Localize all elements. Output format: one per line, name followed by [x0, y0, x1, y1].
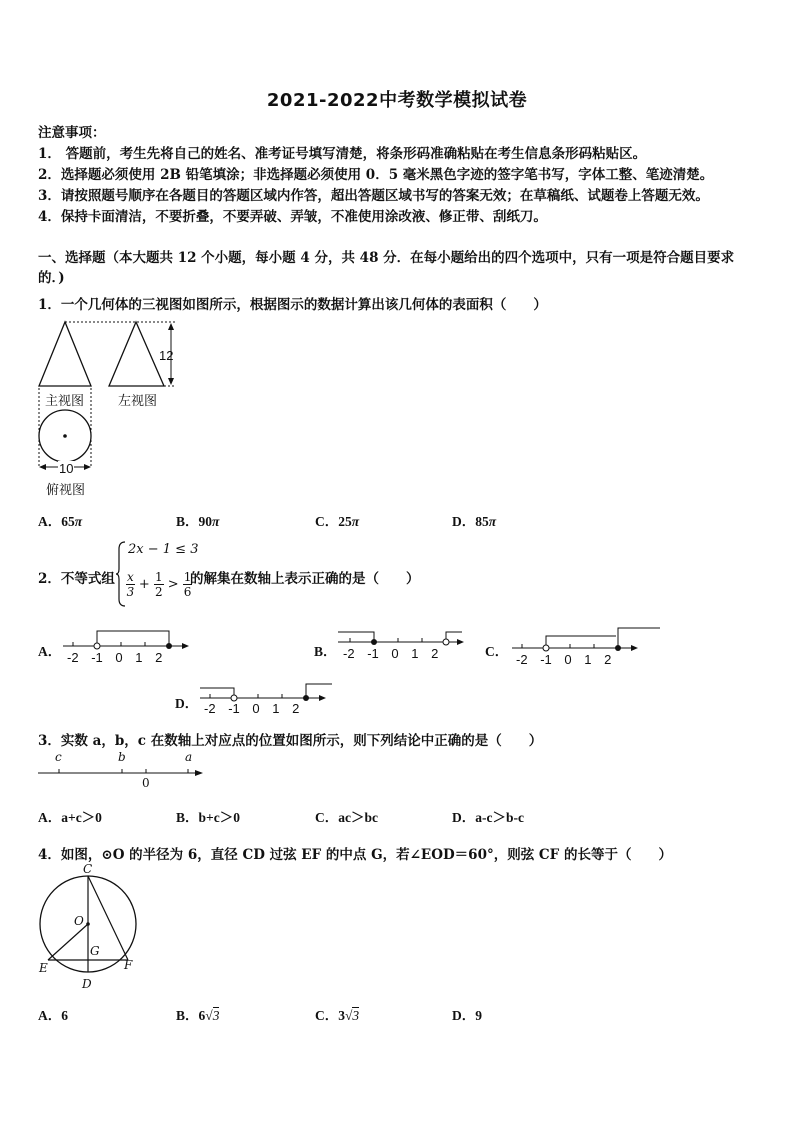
height-label: 12: [159, 348, 174, 363]
page-title: 2021-2022中考数学模拟试卷: [266, 90, 528, 111]
center-dot: [63, 434, 67, 438]
notice-item-3: 3．请按照题号顺序在各题目的答题区域内作答，超出答题区域书写的答案无效；在草稿纸、试题卷上答题无效。: [38, 188, 709, 204]
q1-option-a[interactable]: A．65π: [38, 514, 83, 529]
inequality-2: $\frac{x}{3}$ + $\frac{1}{2}$ > $\frac{1}{6}$: [126, 570, 192, 599]
top-view-label: 俯视图: [46, 482, 86, 497]
number-line-b-labels: -2 -1 0 1 2: [343, 646, 439, 661]
notice-item-2: 2．选择题必须使用 2B 铅笔填涂；非选择题必须使用 0．5 毫米黑色字迹的签字笔书写，字体工整、笔迹清楚。: [38, 167, 714, 183]
q1-option-d[interactable]: D．85π: [452, 514, 497, 529]
front-view-triangle: [39, 322, 91, 386]
q3-option-a[interactable]: A．a+c＞0: [38, 810, 102, 825]
point-o: O: [74, 914, 84, 928]
number-line-c-labels: -2 -1 0 1 2: [516, 652, 612, 667]
width-label: 10: [59, 461, 74, 476]
q4-option-a[interactable]: A．6: [38, 1008, 68, 1023]
notice-item-1: 1． 答题前，考生先将自己的姓名、准考证号填写清楚，将条形码准确粘贴在考生信息条形码粘贴区。: [38, 146, 647, 162]
question-3-text: 3．实数 a，b，c 在数轴上对应点的位置如图所示，则下列结论中正确的是（ ）: [38, 733, 543, 749]
abc-number-line: [38, 764, 208, 784]
radius-oe: [48, 924, 88, 960]
section-heading-line1: 一、选择题（本大题共 12 个小题，每小题 4 分，共 48 分．在每小题给出的四个选项中，只有一项是符合题目要求: [38, 250, 735, 266]
q2-option-c[interactable]: C．: [485, 644, 509, 659]
left-view-triangle: [109, 322, 164, 386]
q1-option-b[interactable]: B．90π: [176, 514, 220, 529]
point-c-label: c: [55, 750, 62, 764]
inequality-1: 2x − 1 ≤ 3: [128, 542, 199, 557]
question-4-text: 4．如图，⊙O 的半径为 6，直径 CD 过弦 EF 的中点 G，若∠EOD＝60°，则弦 CF 的长等于（ ）: [38, 847, 672, 863]
q4-option-c[interactable]: C．3√3: [315, 1008, 360, 1023]
point-a-label: a: [185, 750, 193, 764]
q1-option-c[interactable]: C．25π: [315, 514, 360, 529]
point-e: E: [39, 961, 48, 975]
point-f: F: [124, 958, 133, 972]
question-2-prefix: 2．不等式组: [38, 571, 115, 587]
number-line-d-labels: -2 -1 0 1 2: [204, 701, 300, 716]
q4-option-d[interactable]: D．9: [452, 1008, 482, 1023]
section-heading-line2: 的．): [38, 270, 65, 286]
q4-option-b[interactable]: B．6√3: [176, 1008, 220, 1023]
point-c: C: [83, 862, 93, 876]
q3-option-d[interactable]: D．a-c＞b-c: [452, 810, 524, 825]
center-point: [86, 922, 90, 926]
question-2-suffix: 的解集在数轴上表示正确的是（ ）: [190, 571, 420, 587]
point-b-label: b: [118, 750, 126, 764]
origin-label: 0: [142, 776, 150, 790]
number-line-a-labels: -2 -1 0 1 2: [67, 650, 163, 665]
q2-option-a[interactable]: A．: [38, 644, 62, 659]
q2-option-b[interactable]: B．: [314, 644, 337, 659]
front-view-label: 主视图: [45, 393, 85, 408]
left-view-label: 左视图: [118, 393, 158, 408]
circle-figure: [34, 862, 144, 992]
question-1-text: 1．一个几何体的三视图如图所示，根据图示的数据计算出该几何体的表面积（ ）: [38, 297, 547, 313]
q3-option-b[interactable]: B．b+c＞0: [176, 810, 240, 825]
q3-option-c[interactable]: C．ac＞bc: [315, 810, 378, 825]
point-d: D: [82, 977, 92, 991]
point-g: G: [90, 944, 100, 958]
notice-item-4: 4．保持卡面清洁，不要折叠，不要弄破、弄皱，不准使用涂改液、修正带、刮纸刀。: [38, 209, 547, 225]
notice-heading: 注意事项：: [38, 125, 106, 141]
q2-option-d[interactable]: D．: [175, 696, 199, 711]
